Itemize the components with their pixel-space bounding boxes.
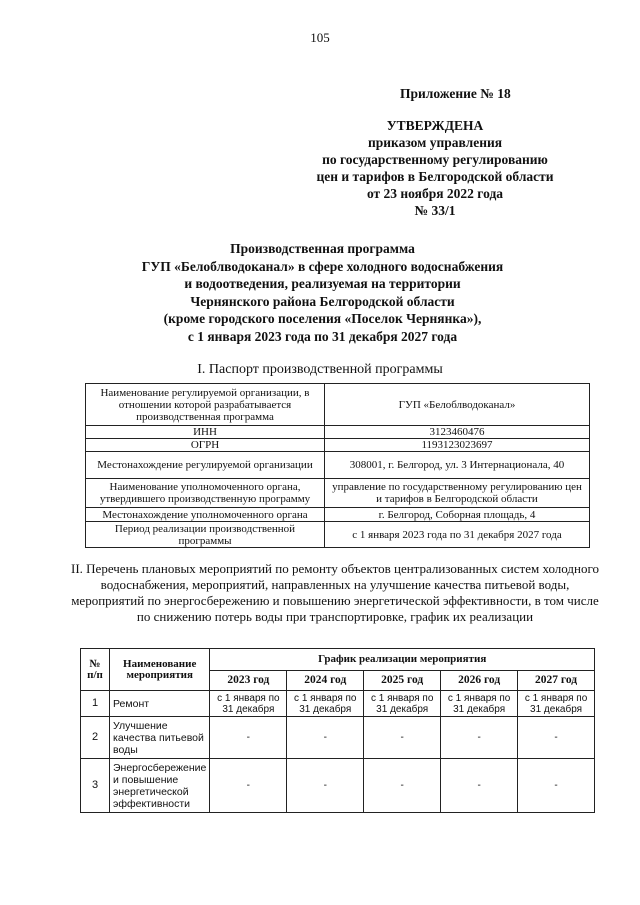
title-line: Производственная программа (230, 241, 415, 256)
year-header: 2024 год (287, 671, 364, 691)
schedule-cell: - (518, 759, 595, 813)
col-name-header: Наименование мероприятия (110, 649, 210, 691)
approval-block (300, 117, 570, 219)
passport-value: 308001, г. Белгород, ул. 3 Интернационала, 40 (325, 452, 590, 479)
title-line: с 1 января 2023 года по 31 декабря 2027 года (187, 328, 458, 344)
passport-value: 1193123023697 (325, 439, 590, 452)
passport-label: Наименование регулируемой организации, в отношении которой разрабатывается производственная программа (86, 384, 325, 426)
passport-label: ОГРН (86, 439, 325, 452)
year-header: 2023 год (210, 671, 287, 691)
passport-label: Период реализации производственной программы (86, 522, 325, 548)
table-header-row (81, 649, 595, 671)
year-header: 2026 год (441, 671, 518, 691)
row-number: 2 (81, 717, 110, 759)
title-line: (кроме городского поселения «Поселок Чернянка»), (163, 311, 482, 326)
year-header: 2025 год (364, 671, 441, 691)
approval-heading: УТВЕРЖДЕНА (386, 118, 484, 133)
passport-value: ГУП «Белоблводоканал» (325, 384, 590, 426)
row-number: 3 (81, 759, 110, 813)
passport-table (85, 383, 590, 548)
schedule-cell: - (210, 717, 287, 759)
page-number: 105 (310, 30, 330, 45)
approval-line: цен и тарифов в Белгородской области (316, 169, 554, 184)
passport-value: г. Белгород, Соборная площадь, 4 (325, 508, 590, 522)
table-row (86, 508, 590, 522)
year-header: 2027 год (518, 671, 595, 691)
schedule-cell: - (441, 759, 518, 813)
table-row (86, 452, 590, 479)
row-name: Ремонт (110, 691, 210, 717)
table-row (86, 439, 590, 452)
schedule-cell: - (364, 759, 441, 813)
passport-label: ИНН (86, 426, 325, 439)
passport-label: Местонахождение уполномоченного органа (86, 508, 325, 522)
passport-value: с 1 января 2023 года по 31 декабря 2027 года (325, 522, 590, 548)
schedule-cell: с 1 января по 31 декабря (210, 691, 287, 717)
table-row (86, 522, 590, 548)
title-line: Чернянского района Белгородской области (190, 293, 455, 309)
schedule-cell: с 1 января по 31 декабря (364, 691, 441, 717)
passport-label: Местонахождение регулируемой организации (86, 452, 325, 479)
approval-line: приказом управления (367, 135, 503, 150)
table-row (81, 717, 595, 759)
title-line: ГУП «Белоблводоканал» в сфере холодного водоснабжения (141, 258, 504, 274)
approval-line: от 23 ноября 2022 года (366, 186, 504, 201)
document-title (85, 240, 560, 345)
passport-value: управление по государственному регулированию цен и тарифов в Белгородской области (325, 479, 590, 508)
table-row (86, 479, 590, 508)
schedule-cell: - (287, 759, 364, 813)
schedule-cell: - (518, 717, 595, 759)
passport-value: 3123460476 (325, 426, 590, 439)
table-row (81, 691, 595, 717)
section2-title: II. Перечень плановых мероприятий по ремонту объектов централизованных систем холодного водоснабжения, мероприятий, направленных на улучшение качества питьевой воды, мероприятий по энергосбережению и повышению энергетической эффективности, в том числе по снижению потерь воды при транспортировке, график их реализации (71, 561, 599, 624)
col-num-header: № п/п (81, 649, 110, 691)
passport-label: Наименование уполномоченного органа, утвердившего производственную программу (86, 479, 325, 508)
schedule-cell: - (441, 717, 518, 759)
schedule-cell: - (210, 759, 287, 813)
table-row (86, 426, 590, 439)
schedule-cell: с 1 января по 31 декабря (518, 691, 595, 717)
annex-label: Приложение № 18 (400, 86, 511, 101)
col-schedule-header: График реализации мероприятия (210, 649, 595, 671)
schedule-cell: с 1 января по 31 декабря (441, 691, 518, 717)
row-number: 1 (81, 691, 110, 717)
row-name: Энергосбережение и повышение энергетической эффективности (110, 759, 210, 813)
plan-table (80, 648, 595, 813)
approval-line: по государственному регулированию (322, 152, 548, 167)
section1-title: I. Паспорт производственной программы (197, 362, 443, 377)
table-row (86, 384, 590, 426)
schedule-cell: - (364, 717, 441, 759)
row-name: Улучшение качества питьевой воды (110, 717, 210, 759)
title-line: и водоотведения, реализуемая на территории (184, 276, 461, 291)
schedule-cell: с 1 января по 31 декабря (287, 691, 364, 717)
approval-line: № 33/1 (414, 203, 456, 218)
table-row (81, 759, 595, 813)
schedule-cell: - (287, 717, 364, 759)
